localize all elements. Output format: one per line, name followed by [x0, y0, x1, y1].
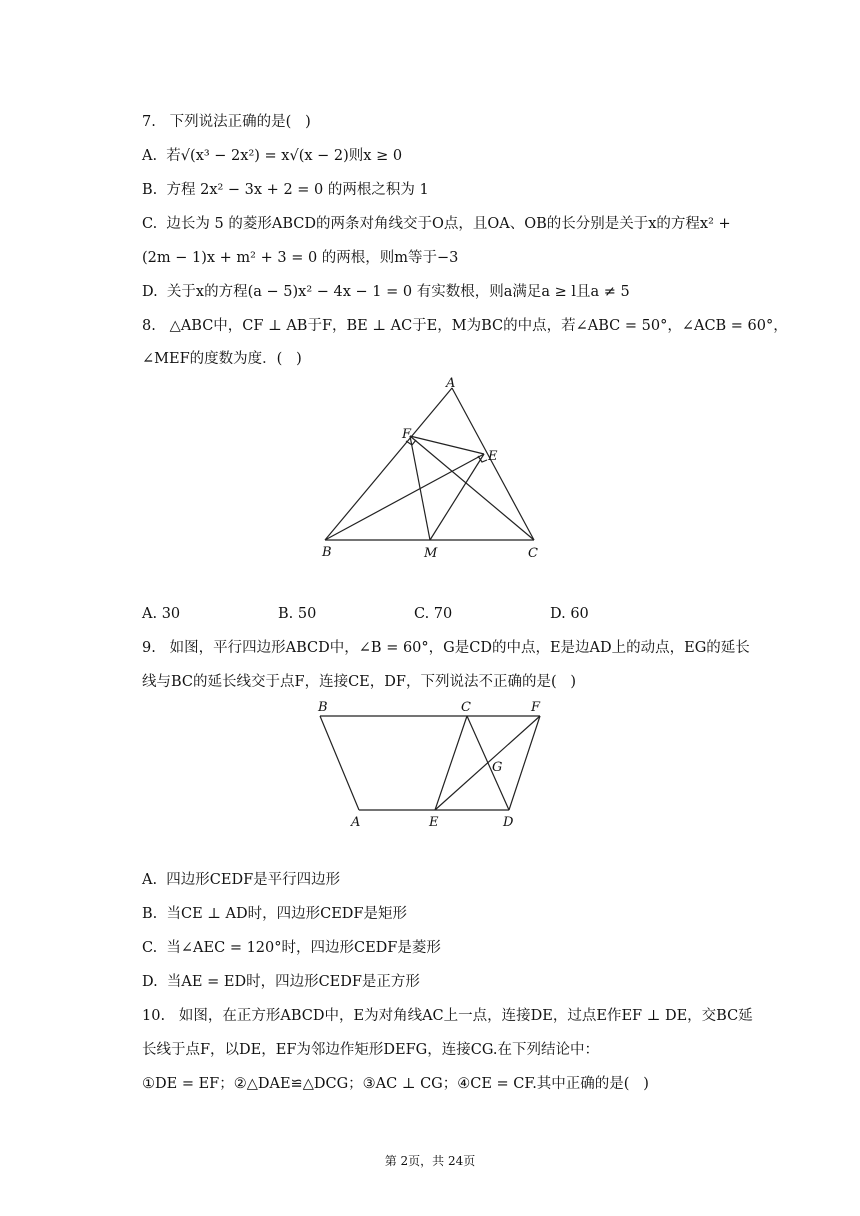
q9-option-b: B. 当CE ⊥ AD时，四边形CEDF是矩形 [142, 906, 407, 922]
q7-option-c-line2: (2m − 1)x + m² + 3 = 0 的两根，则m等于−3 [142, 250, 459, 266]
q9-label-c: C [461, 700, 471, 715]
q9-label-e: E [429, 815, 439, 830]
q8-label-a: A [446, 376, 456, 391]
q8-label-m: M [424, 546, 438, 561]
q9-option-d: D. 当AE = ED时，四边形CEDF是正方形 [142, 974, 420, 990]
q7-stem: 7. 下列说法正确的是( ) [142, 114, 311, 130]
q9-label-a: A [351, 815, 361, 830]
q8-label-e: E [488, 449, 498, 464]
q7-option-d: D. 关于x的方程(a − 5)x² − 4x − 1 = 0 有实数根，则a满足a ≥ l且a ≠ 5 [142, 284, 630, 300]
q8-option-a: A. 30 [142, 606, 181, 622]
q10-stem-line1: 10. 如图，在正方形ABCD中，E为对角线AC上一点，连接DE，过点E作EF ⊥ DE，交BC延 [142, 1008, 753, 1024]
q8-label-f: F [402, 427, 412, 442]
q9-stem-line1: 9. 如图，平行四边形ABCD中，∠B = 60°，G是CD的中点，E是边AD上的动点，EG的延长 [142, 640, 750, 656]
q8-triangle-figure [310, 372, 560, 567]
q9-option-c: C. 当∠AEC = 120°时，四边形CEDF是菱形 [142, 940, 441, 956]
q10-stem-line3: ①DE = EF；②△DAE≌△DCG；③AC ⊥ CG；④CE = CF.其中正确的是( ) [142, 1076, 649, 1092]
q9-parallelogram-figure [308, 696, 558, 832]
q9-stem-line2: 线与BC的延长线交于点F，连接CE，DF，下列说法不正确的是( ) [142, 674, 577, 690]
q9-label-b: B [318, 700, 328, 715]
q10-stem-line2: 长线于点F，以DE，EF为邻边作矩形DEFG，连接CG.在下列结论中： [142, 1042, 600, 1058]
q8-label-b: B [322, 545, 332, 560]
q8-label-c: C [528, 546, 538, 561]
q8-option-d: D. 60 [550, 606, 589, 622]
q8-option-b: B. 50 [278, 606, 317, 622]
q8-option-c: C. 70 [414, 606, 453, 622]
q8-stem-line1: 8. △ABC中，CF ⊥ AB于F，BE ⊥ AC于E，M为BC的中点，若∠ABC = 50°，∠ACB = 60°， [142, 318, 788, 334]
q9-option-a: A. 四边形CEDF是平行四边形 [142, 872, 341, 888]
q7-option-b: B. 方程 2x² − 3x + 2 = 0 的两根之积为 1 [142, 182, 429, 198]
q7-option-a: A. 若√(x³ − 2x²) = x√(x − 2)则x ≥ 0 [142, 148, 403, 164]
q9-label-d: D [503, 815, 514, 830]
q8-stem-line2: ∠MEF的度数为度．( ) [142, 351, 302, 367]
q7-option-c-line1: C. 边长为 5 的菱形ABCD的两条对角线交于O点，且OA、OB的长分别是关于x的方程x² + [142, 216, 731, 232]
q9-label-f: F [531, 700, 541, 715]
page-footer: 第 2页，共 24页 [384, 1154, 476, 1168]
q9-label-g: G [492, 760, 503, 775]
